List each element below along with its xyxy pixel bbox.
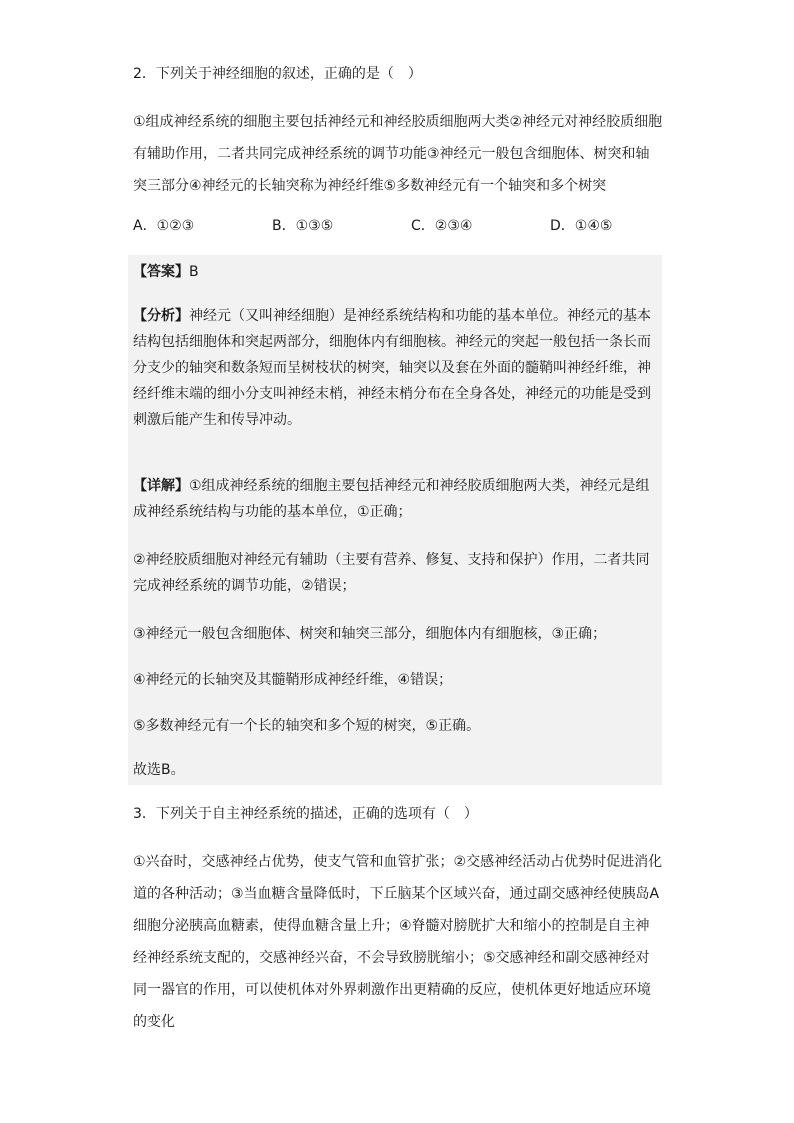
detail-paragraph-3: ③神经元一般包含细胞体、树突和轴突三部分，细胞体内有细胞核，③正确； (133, 626, 607, 642)
detail-paragraph-4: ④神经元的长轴突及其髓鞘形成神经纤维，④错误； (133, 672, 453, 688)
analysis-tag: 【分析】 (133, 308, 189, 324)
question-3-stem: ①兴奋时，交感神经占优势，使支气管和血管扩张；②交感神经活动占优势时促进消化道的各种活动；③当血糖含量降低时，下丘脑某个区域兴奋，通过副交感神经使胰岛A细胞分泌胰高血糖素，使得血糖含量上升；④脊髓对膀胱扩大和缩小的控制是自主神经神经系统支配的，交感神经兴奋，不会导致膀胱缩小；⑤交感神经和副交感神经对同一器官的作用，可以使机体对外界刺激作出更精确的反应，使机体更好地适应环境的变化 (133, 854, 663, 1030)
question-2-stem: ①组成神经系统的细胞主要包括神经元和神经胶质细胞两大类②神经元对神经胶质细胞有辅助作用，二者共同完成神经系统的调节功能③神经元一般包含细胞体、树突和轴突三部分④神经元的长轴突称为神经纤维⑤多数神经元有一个轴突和多个树突 (133, 114, 663, 194)
question-2-title: 2．下列关于神经细胞的叙述，正确的是（ ） (133, 66, 422, 82)
option-b: B．①③⑤ (272, 218, 334, 234)
answer-explanation-box (128, 255, 662, 785)
detail-text-1: ①组成神经系统的细胞主要包括神经元和神经胶质细胞两大类，神经元是组成神经系统结构与功能的基本单位，①正确； (133, 478, 650, 520)
option-c: C．②③④ (411, 218, 473, 234)
option-d: D．①④⑤ (550, 218, 613, 234)
option-a: A．①②③ (133, 218, 195, 234)
conclusion: 故选B。 (133, 762, 185, 778)
analysis-text: 神经元（又叫神经细胞）是神经系统结构和功能的基本单位。神经元的基本结构包括细胞体和突起两部分，细胞体内有细胞核。神经元的突起一般包括一条长而分支少的轴突和数条短而呈树枝状的树突，轴突以及套在外面的髓鞘叫神经纤维，神经纤维末端的细小分支叫神经末梢，神经末梢分布在全身各处，神经元的功能是受到刺激后能产生和传导冲动。 (133, 308, 651, 428)
answer-value: B (189, 264, 199, 280)
detail-paragraph-2: ②神经胶质细胞对神经元有辅助（主要有营养、修复、支持和保护）作用，二者共同完成神经系统的调节功能，②错误； (133, 552, 650, 594)
analysis-paragraph (133, 303, 659, 433)
question-2-options (133, 212, 663, 240)
answer-tag: 【答案】 (133, 264, 189, 280)
detail-paragraph-5: ⑤多数神经元有一个长的轴突和多个短的树突，⑤正确。 (133, 718, 481, 734)
question-3-title: 3．下列关于自主神经系统的描述，正确的选项有（ ） (133, 806, 478, 822)
detail-tag: 【详解】 (133, 478, 189, 494)
answer-line (133, 259, 659, 285)
detail-paragraph-1 (133, 473, 659, 525)
